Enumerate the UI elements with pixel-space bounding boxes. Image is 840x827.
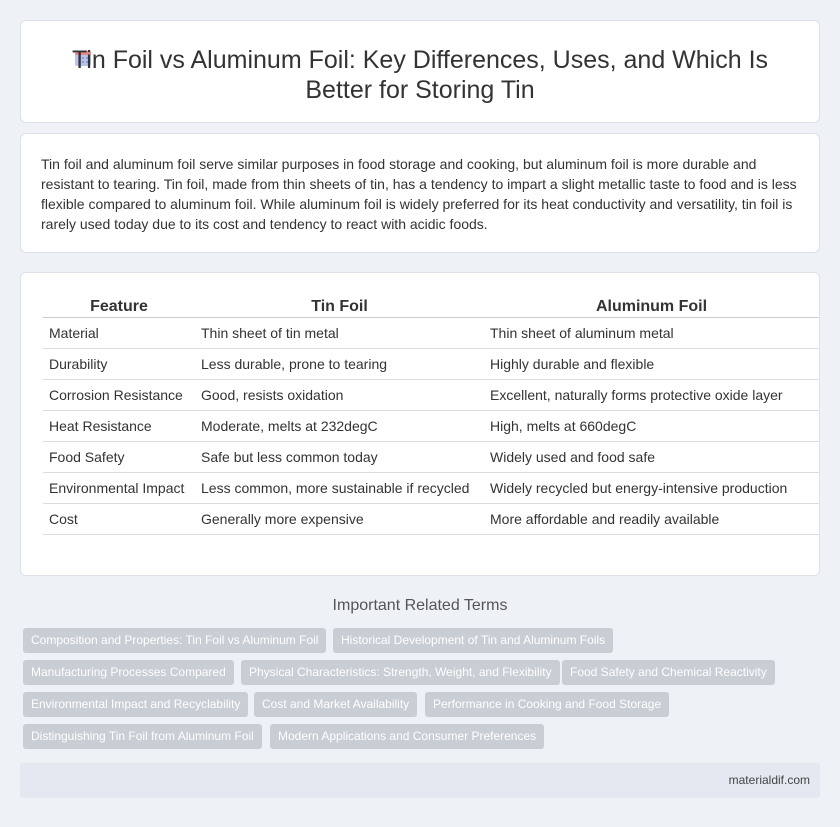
related-tag[interactable]: Manufacturing Processes Compared [23,660,234,685]
related-tag[interactable]: Cost and Market Availability [254,692,417,717]
table-row [43,380,819,411]
table-cell: More affordable and readily available [484,504,819,535]
header-tin-foil: Tin Foil [195,297,484,318]
related-tag[interactable]: Performance in Cooking and Food Storage [425,692,669,717]
site-name[interactable]: materialdif.com [728,773,810,787]
header-aluminum-foil: Aluminum Foil [484,297,819,318]
related-tag[interactable]: Food Safety and Chemical Reactivity [562,660,775,685]
related-tag[interactable]: Environmental Impact and Recyclability [23,692,248,717]
table-cell: Widely used and food safe [484,442,819,473]
related-tag[interactable]: Distinguishing Tin Foil from Aluminum Foil [23,724,262,749]
table-cell: Environmental Impact [43,473,195,504]
table-cell: Heat Resistance [43,411,195,442]
table-cell: Less durable, prone to tearing [195,349,484,380]
table-cell: Good, resists oxidation [195,380,484,411]
table-cell: Generally more expensive [195,504,484,535]
related-tag[interactable]: Historical Development of Tin and Aluminum Foils [333,628,613,653]
related-tag[interactable]: Physical Characteristics: Strength, Weight, and Flexibility [241,660,560,685]
comparison-table [43,297,819,535]
related-terms-title: Important Related Terms [332,597,508,614]
table-cell: Highly durable and flexible [484,349,819,380]
intro-card [20,133,820,253]
related-tag[interactable]: Modern Applications and Consumer Preferences [270,724,544,749]
table-cell: Corrosion Resistance [43,380,195,411]
comparison-table-card [20,272,820,576]
intro-paragraph: Tin foil and aluminum foil serve similar purposes in food storage and cooking, but aluminum foil is more durable and resistant to tearing. Tin foil, made from thin sheets of tin, has a tendency to impart a slight metallic taste to food and is less flexible compared to aluminum foil. While aluminum foil is widely preferred for its heat conductivity and versatility, tin foil is rarely used today due to its cost and tendency to react with acidic foods. [41,156,797,232]
table-cell: Widely recycled but energy-intensive production [484,473,819,504]
table-row [43,349,819,380]
table-cell: High, melts at 660degC [484,411,819,442]
table-cell: Material [43,318,195,349]
table-row [43,473,819,504]
table-row [43,411,819,442]
table-row [43,442,819,473]
table-row [43,318,819,349]
header-feature: Feature [43,297,195,318]
table-cell: Safe but less common today [195,442,484,473]
related-tag[interactable]: Composition and Properties: Tin Foil vs Aluminum Foil [23,628,326,653]
table-cell: Moderate, melts at 232degC [195,411,484,442]
table-cell: Less common, more sustainable if recycled [195,473,484,504]
table-cell: Cost [43,504,195,535]
table-cell: Thin sheet of tin metal [195,318,484,349]
table-cell: Durability [43,349,195,380]
table-header-row [43,297,819,318]
table-row [43,504,819,535]
table-cell: Food Safety [43,442,195,473]
header-card [20,20,820,123]
table-cell: Excellent, naturally forms protective oxide layer [484,380,819,411]
page-title: Tin Foil vs Aluminum Foil: Key Differences, Uses, and Which Is Better for Storing Tin [71,46,769,104]
table-cell: Thin sheet of aluminum metal [484,318,819,349]
footer [20,763,820,798]
